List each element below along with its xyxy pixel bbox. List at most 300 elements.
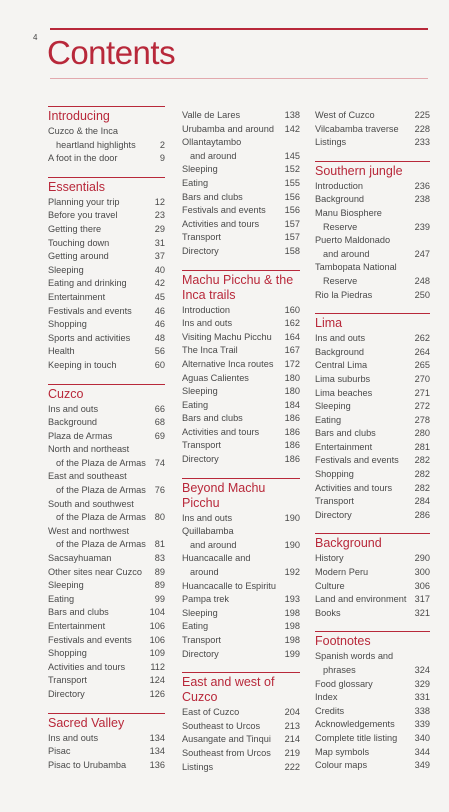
toc-entry[interactable] (182, 109, 300, 123)
toc-entry-title: Introduction (182, 304, 231, 315)
toc-entry[interactable] (182, 372, 300, 386)
toc-entry-page: 164 (284, 331, 300, 342)
toc-section (315, 631, 430, 772)
toc-entry[interactable] (48, 332, 165, 346)
toc-entry-title: Getting there (48, 223, 102, 234)
toc-entry-title: Cuzco & the Inca (48, 126, 118, 136)
toc-entry-page: 190 (284, 539, 300, 550)
toc-entry-title: East of Cuzco (182, 707, 240, 718)
toc-entry-page: 321 (414, 607, 430, 618)
toc-entry-title: Bars and clubs (315, 428, 376, 439)
toc-section (48, 384, 165, 702)
toc-entry[interactable] (48, 525, 165, 539)
toc-entry[interactable] (48, 745, 165, 759)
toc-entry-title: Entertainment (48, 621, 106, 631)
toc-entry-page: 145 (284, 150, 300, 161)
toc-entry[interactable] (182, 385, 300, 399)
toc-entry-page: 112 (150, 661, 165, 672)
toc-entry[interactable] (315, 261, 430, 275)
toc-entry[interactable] (182, 607, 300, 621)
toc-entry[interactable] (182, 399, 300, 413)
toc-entry-page: 271 (414, 387, 430, 398)
toc-entry[interactable] (182, 552, 300, 566)
toc-entry[interactable] (182, 453, 300, 467)
toc-entry-title: Southeast to Urcos (182, 720, 261, 731)
toc-entry-page: 124 (149, 675, 165, 686)
toc-entry-title: Aguas Calientes (182, 372, 249, 383)
toc-entry[interactable] (315, 373, 430, 387)
toc-entry[interactable] (315, 705, 430, 719)
toc-entry-page: 66 (154, 403, 165, 414)
toc-entry-title: Visiting Machu Picchu (182, 331, 272, 342)
toc-entry-title: Eating (182, 177, 209, 188)
toc-entry[interactable] (315, 400, 430, 414)
toc-entry-title: Huancacalle and (182, 553, 251, 564)
toc-entry-page: 155 (284, 177, 300, 188)
toc-entry[interactable] (48, 470, 165, 484)
toc-entry-title: Valle de Lares (182, 110, 241, 120)
toc-entry[interactable] (182, 539, 300, 553)
toc-entry[interactable] (315, 593, 430, 607)
toc-entry[interactable] (48, 318, 165, 332)
toc-entry[interactable] (182, 331, 300, 345)
toc-entry-page: 219 (284, 747, 300, 758)
toc-entry[interactable] (48, 152, 165, 166)
toc-entry[interactable] (315, 580, 430, 594)
toc-entry-page: 106 (149, 621, 165, 631)
toc-entry[interactable] (315, 248, 430, 262)
toc-entry[interactable] (48, 277, 165, 291)
toc-entry-page: 40 (154, 264, 165, 275)
toc-entry[interactable] (315, 509, 430, 523)
toc-entry-page: 284 (414, 496, 430, 507)
toc-entry[interactable] (48, 674, 165, 688)
toc-entry[interactable] (182, 439, 300, 453)
toc-entry-page: 290 (414, 553, 430, 564)
toc-entry[interactable] (182, 191, 300, 205)
toc-entry-title: Sleeping (315, 401, 351, 412)
toc-entry-title: Ins and outs (48, 732, 99, 743)
toc-entry[interactable] (48, 552, 165, 566)
toc-entry-title: Reserve (323, 221, 358, 232)
toc-entry[interactable] (315, 678, 430, 692)
toc-entry-page: 199 (284, 648, 300, 659)
toc-entry-title: around (190, 567, 219, 578)
toc-entry-title: Activities and tours (182, 218, 260, 229)
toc-entry-page: 262 (414, 333, 430, 344)
toc-entry-page: 250 (414, 289, 430, 300)
toc-entry-page: 193 (284, 594, 300, 605)
toc-entry[interactable] (315, 414, 430, 428)
toc-entry[interactable] (315, 454, 430, 468)
toc-entry[interactable] (182, 317, 300, 331)
toc-entry-page: 126 (149, 688, 165, 699)
toc-entry[interactable] (48, 209, 165, 223)
toc-entry-title: Vilcabamba traverse (315, 123, 399, 134)
toc-entry[interactable] (182, 163, 300, 177)
toc-entry-title: The Inca Trail (182, 345, 238, 356)
toc-section (315, 109, 430, 150)
toc-entry[interactable] (48, 647, 165, 661)
toc-entry-title: Directory (48, 688, 85, 699)
toc-section (315, 533, 430, 620)
toc-entry[interactable] (182, 136, 300, 150)
toc-entry-page: 109 (149, 648, 165, 659)
toc-entry-page: 172 (284, 358, 300, 369)
toc-entry-page: 190 (284, 512, 300, 523)
toc-entry[interactable] (48, 732, 165, 746)
toc-entry-page: 214 (284, 734, 300, 745)
toc-entry[interactable] (315, 387, 430, 401)
toc-entry[interactable] (48, 538, 165, 552)
toc-entry[interactable] (182, 648, 300, 662)
toc-entry-title: Eating (182, 621, 209, 632)
toc-entry[interactable] (48, 345, 165, 359)
toc-entry[interactable] (315, 289, 430, 303)
toc-entry[interactable] (315, 275, 430, 289)
toc-entry-page: 83 (154, 553, 165, 564)
toc-entry[interactable] (48, 579, 165, 593)
toc-entry-title: Listings (182, 761, 214, 772)
toc-entry-title: Directory (315, 509, 352, 520)
toc-entry-title: Spanish words and (315, 651, 394, 662)
toc-section (48, 106, 165, 166)
toc-entry-page: 281 (414, 441, 430, 452)
toc-entry-title: Ins and outs (315, 333, 366, 344)
toc-entry-title: Introduction (315, 180, 364, 191)
toc-entry[interactable] (182, 634, 300, 648)
toc-entry[interactable] (182, 177, 300, 191)
toc-entry[interactable] (315, 552, 430, 566)
toc-entry-page: 156 (284, 191, 300, 202)
toc-entry-title: of the Plaza de Armas (56, 457, 146, 468)
toc-entry-page: 270 (414, 373, 430, 384)
toc-section (48, 177, 165, 373)
toc-entry-title: Background (315, 346, 365, 357)
toc-entry[interactable] (182, 593, 300, 607)
toc-entry[interactable] (182, 412, 300, 426)
toc-entry-title: Listings (315, 137, 347, 148)
toc-entry[interactable] (315, 691, 430, 705)
toc-entry-title: Huancacalle to Espiritu (182, 580, 276, 591)
toc-entry[interactable] (315, 234, 430, 248)
toc-entry[interactable] (315, 607, 430, 621)
toc-entry-title: Touching down (48, 237, 110, 248)
toc-entry-page: 248 (414, 275, 430, 286)
toc-entry-title: heartland highlights (56, 139, 136, 150)
toc-entry[interactable] (48, 139, 165, 153)
toc-entry[interactable] (182, 525, 300, 539)
toc-entry-title: Ins and outs (182, 512, 233, 523)
toc-entry-page: 238 (414, 194, 430, 205)
toc-entry[interactable] (182, 720, 300, 734)
toc-entry-page: 300 (414, 567, 430, 578)
toc-entry-page: 186 (284, 413, 300, 424)
toc-entry[interactable] (182, 733, 300, 747)
toc-entry-title: Activities and tours (48, 661, 126, 672)
toc-entry[interactable] (48, 606, 165, 620)
toc-entry-title: Books (315, 607, 341, 618)
toc-entry-title: Eating (315, 414, 342, 425)
toc-entry-page: 89 (154, 566, 165, 577)
toc-entry[interactable] (48, 416, 165, 430)
section-heading: Lima (315, 313, 430, 331)
toc-entry-title: Ins and outs (48, 403, 99, 414)
toc-entry-page: 46 (154, 319, 165, 330)
toc-entry-title: West of Cuzco (315, 110, 375, 120)
toc-entry-page: 68 (154, 417, 165, 428)
toc-entry[interactable] (182, 566, 300, 580)
section-heading: Footnotes (315, 631, 430, 649)
toc-entry-title: Southeast from Urcos (182, 747, 271, 758)
toc-entry-page: 184 (284, 399, 300, 410)
toc-entry-page: 158 (284, 245, 300, 256)
toc-entry-title: Puerto Maldonado (315, 235, 391, 246)
toc-entry[interactable] (315, 221, 430, 235)
toc-entry-title: Pampa trek (182, 594, 229, 605)
toc-entry-page: 317 (414, 594, 430, 605)
toc-entry-title: Eating (48, 593, 75, 604)
toc-entry[interactable] (182, 620, 300, 634)
toc-entry-title: Sleeping (48, 580, 84, 591)
toc-entry[interactable] (48, 498, 165, 512)
toc-section (182, 478, 300, 662)
toc-entry-title: Activities and tours (182, 426, 260, 437)
toc-section (315, 161, 430, 302)
toc-section (315, 313, 430, 522)
toc-entry-title: Planning your trip (48, 196, 120, 207)
toc-entry[interactable] (182, 580, 300, 594)
toc-entry[interactable] (48, 620, 165, 634)
toc-entry[interactable] (315, 123, 430, 137)
toc-entry[interactable] (48, 484, 165, 498)
toc-entry[interactable] (182, 245, 300, 259)
toc-entry[interactable] (315, 746, 430, 760)
toc-entry[interactable] (315, 332, 430, 346)
toc-entry-page: 2 (159, 139, 165, 150)
toc-entry-title: Plaza de Armas (48, 430, 113, 441)
toc-entry-title: Eating (182, 399, 209, 410)
toc-entry-title: Shopping (48, 319, 87, 330)
toc-entry[interactable] (182, 426, 300, 440)
toc-entry[interactable] (315, 759, 430, 773)
toc-entry-title: Food glossary (315, 678, 373, 689)
toc-entry-title: Map symbols (315, 746, 370, 757)
toc-entry[interactable] (48, 359, 165, 373)
page-number: 4 (33, 33, 38, 42)
toc-entry[interactable] (48, 264, 165, 278)
toc-entry-title: Entertainment (315, 441, 373, 452)
toc-entry-title: Background (315, 194, 365, 205)
toc-entry-title: Complete title listing (315, 732, 398, 743)
toc-entry-title: Ollantaytambo (182, 137, 242, 148)
toc-entry[interactable] (315, 180, 430, 194)
toc-entry-title: Shopping (48, 648, 87, 659)
toc-entry[interactable] (315, 732, 430, 746)
toc-entry-title: Festivals and events (48, 305, 132, 316)
toc-entry-page: 204 (284, 707, 300, 718)
toc-entry[interactable] (315, 109, 430, 123)
toc-entry-page: 222 (284, 761, 300, 772)
toc-entry-title: Lima suburbs (315, 373, 371, 384)
toc-entry-title: Tambopata National (315, 262, 397, 273)
toc-entry-title: Transport (182, 635, 221, 645)
toc-entry-title: Pisac (48, 746, 71, 757)
toc-entry[interactable] (315, 482, 430, 496)
toc-entry-page: 80 (154, 512, 165, 523)
toc-entry[interactable] (48, 305, 165, 319)
toc-entry-title: Acknowledgements (315, 719, 395, 730)
toc-entry-title: Other sites near Cuzco (48, 566, 142, 577)
toc-entry-title: Bars and clubs (182, 191, 243, 202)
toc-entry[interactable] (182, 204, 300, 218)
toc-entry[interactable] (315, 468, 430, 482)
title-rule (50, 78, 428, 79)
toc-entry[interactable] (315, 207, 430, 221)
toc-entry-page: 236 (414, 180, 430, 191)
toc-entry-page: 69 (154, 430, 165, 441)
toc-entry[interactable] (48, 237, 165, 251)
toc-entry-title: and around (190, 539, 237, 550)
toc-entry[interactable] (48, 759, 165, 773)
toc-entry[interactable] (48, 430, 165, 444)
toc-entry-page: 142 (284, 123, 300, 134)
toc-entry[interactable] (48, 457, 165, 471)
toc-entry-title: Reserve (323, 275, 358, 286)
toc-entry[interactable] (315, 193, 430, 207)
toc-entry-title: History (315, 553, 344, 564)
toc-entry-page: 37 (154, 251, 165, 262)
toc-entry[interactable] (315, 136, 430, 150)
toc-entry[interactable] (182, 761, 300, 775)
toc-entry-title: Sleeping (182, 164, 218, 175)
toc-entry[interactable] (48, 566, 165, 580)
toc-entry[interactable] (48, 196, 165, 210)
toc-entry-page: 162 (284, 318, 300, 329)
toc-entry-page: 192 (284, 567, 300, 578)
toc-entry[interactable] (182, 231, 300, 245)
toc-entry-page: 282 (414, 455, 430, 466)
toc-entry[interactable] (315, 495, 430, 509)
toc-entry[interactable] (182, 706, 300, 720)
toc-entry[interactable] (48, 403, 165, 417)
toc-entry-page: 278 (414, 414, 430, 425)
toc-entry-title: Getting around (48, 251, 109, 262)
toc-entry-title: Keeping in touch (48, 359, 117, 370)
toc-entry[interactable] (182, 512, 300, 526)
toc-entry-page: 89 (154, 580, 165, 591)
toc-entry-title: Transport (48, 675, 87, 686)
toc-entry-title: Transport (315, 496, 354, 507)
toc-entry[interactable] (48, 688, 165, 702)
toc-column-1 (48, 106, 165, 783)
toc-entry-page: 286 (414, 509, 430, 520)
toc-entry[interactable] (315, 718, 430, 732)
toc-entry-title: and around (190, 150, 237, 161)
toc-entry[interactable] (315, 346, 430, 360)
toc-entry-page: 9 (159, 153, 165, 164)
toc-entry-page: 198 (284, 607, 300, 618)
toc-entry-title: Colour maps (315, 760, 368, 771)
toc-entry-title: Transport (182, 232, 221, 243)
toc-entry[interactable] (182, 218, 300, 232)
toc-column-3 (315, 106, 430, 784)
toc-entry-title: Ausangate and Tinqui (182, 734, 271, 745)
toc-entry-page: 280 (414, 428, 430, 439)
toc-entry-page: 186 (284, 440, 300, 451)
toc-entry-page: 104 (149, 607, 165, 618)
toc-entry-title: Urubamba and around (182, 123, 274, 134)
toc-entry[interactable] (315, 359, 430, 373)
toc-entry-title: Activities and tours (315, 482, 393, 493)
toc-entry[interactable] (48, 661, 165, 675)
toc-entry-page: 344 (414, 746, 430, 757)
toc-entry[interactable] (48, 223, 165, 237)
toc-entry-page: 81 (154, 539, 165, 550)
page-title: Contents (47, 34, 176, 71)
toc-entry-page: 225 (414, 110, 430, 120)
toc-entry-title: Sacsayhuaman (48, 553, 112, 564)
toc-entry-page: 23 (154, 210, 165, 221)
toc-entry-title: Directory (182, 648, 219, 659)
toc-entry[interactable] (315, 664, 430, 678)
toc-entry-title: West and northwest (48, 525, 130, 536)
toc-entry[interactable] (182, 150, 300, 164)
toc-entry-page: 198 (284, 621, 300, 632)
toc-entry-title: of the Plaza de Armas (56, 539, 146, 550)
toc-entry[interactable] (315, 650, 430, 664)
toc-entry-page: 136 (149, 759, 165, 770)
toc-entry[interactable] (48, 593, 165, 607)
toc-entry-title: of the Plaza de Armas (56, 485, 146, 496)
toc-entry-title: Sports and activities (48, 332, 131, 343)
toc-entry[interactable] (48, 291, 165, 305)
toc-entry[interactable] (315, 441, 430, 455)
toc-entry[interactable] (182, 358, 300, 372)
toc-entry[interactable] (182, 304, 300, 318)
section-heading: Cuzco (48, 384, 165, 402)
toc-entry-page: 213 (284, 720, 300, 731)
toc-entry-page: 228 (414, 123, 430, 134)
toc-entry-page: 99 (154, 593, 165, 604)
section-heading: Background (315, 533, 430, 551)
section-heading: Beyond Machu Picchu (182, 478, 300, 511)
toc-section (48, 713, 165, 773)
toc-entry-page: 42 (154, 278, 165, 289)
toc-entry[interactable] (48, 443, 165, 457)
toc-entry-title: of the Plaza de Armas (56, 512, 146, 523)
toc-entry[interactable] (48, 250, 165, 264)
toc-entry-page: 157 (284, 232, 300, 243)
toc-entry-title: North and northeast (48, 444, 130, 455)
toc-entry-title: Health (48, 346, 75, 357)
toc-entry-page: 264 (414, 346, 430, 357)
toc-entry[interactable] (182, 344, 300, 358)
toc-entry-title: Entertainment (48, 291, 106, 302)
toc-entry[interactable] (182, 123, 300, 137)
toc-entry[interactable] (315, 427, 430, 441)
toc-entry[interactable] (315, 566, 430, 580)
toc-entry-title: Festivals and events (315, 455, 399, 466)
toc-column-2 (182, 106, 300, 785)
toc-entry-page: 134 (149, 732, 165, 743)
toc-entry[interactable] (182, 747, 300, 761)
toc-entry-title: Modern Peru (315, 567, 369, 578)
toc-entry[interactable] (48, 125, 165, 139)
toc-entry-page: 134 (149, 746, 165, 757)
toc-entry[interactable] (48, 634, 165, 648)
toc-entry[interactable] (48, 511, 165, 525)
